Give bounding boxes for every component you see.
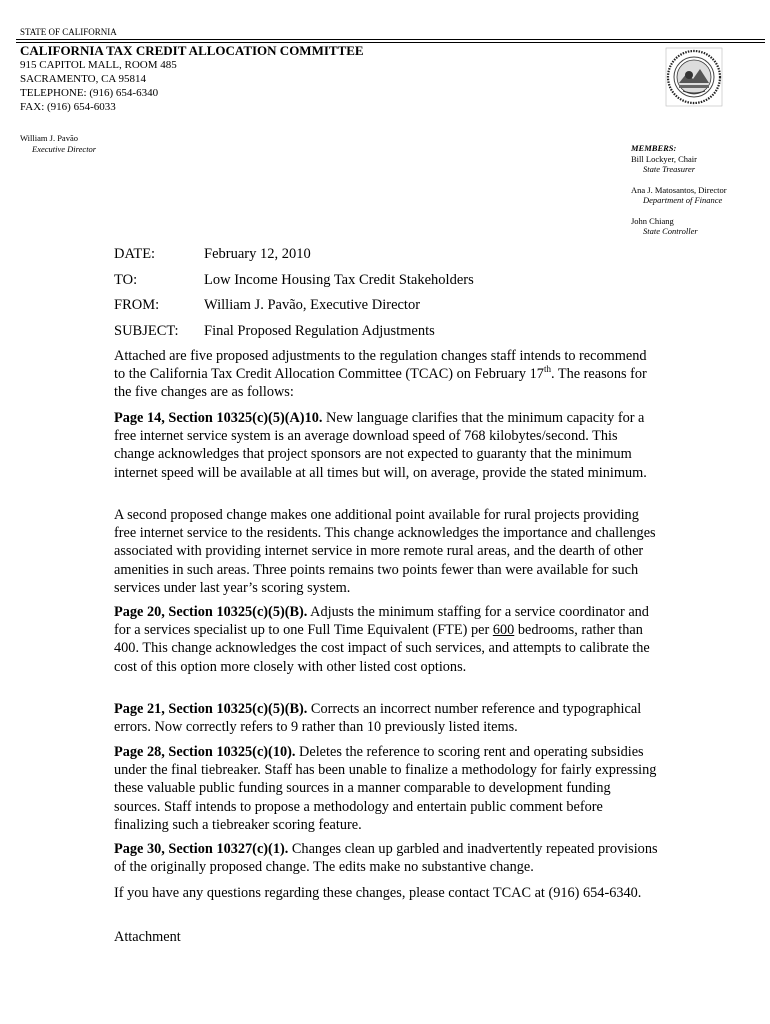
- telephone: TELEPHONE: (916) 654-6340: [20, 87, 159, 99]
- memo-date-label: DATE:: [114, 246, 156, 262]
- executive-name: William J. Pavão: [20, 133, 78, 143]
- executive-title: Executive Director: [32, 144, 97, 154]
- section-reference: Page 21, Section 10325(c)(5)(B).: [114, 701, 308, 717]
- memo-date-value: February 12, 2010: [204, 246, 311, 262]
- member-title: State Treasurer: [643, 164, 696, 174]
- intro-paragraph: Attached are five proposed adjustments to the regulation changes staff intends to recommend to the California Tax Credit Allocation Committee (TCAC) on February 17th. The reasons for the five changes are as follows:: [114, 348, 647, 401]
- header-rule: [16, 39, 765, 40]
- address-line: 915 CAPITOL MALL, ROOM 485: [20, 59, 177, 71]
- executive-block: [20, 133, 96, 155]
- attachment-label: Attachment: [114, 929, 181, 945]
- memo-to-label: TO:: [114, 272, 138, 288]
- change-paragraph-4: Page 21, Section 10325(c)(5)(B). Corrects an incorrect number reference and typographical errors. Now correctly refers to 9 rather than 10 previously listed items.: [114, 701, 642, 736]
- members-heading: MEMBERS:: [631, 143, 677, 153]
- memo-subject-label: SUBJECT:: [114, 323, 179, 339]
- fax: FAX: (916) 654-6033: [20, 101, 116, 113]
- state-label: STATE OF CALIFORNIA: [20, 27, 117, 37]
- address-line: SACRAMENTO, CA 95814: [20, 73, 147, 85]
- change-paragraph-2: A second proposed change makes one additional point available for rural projects providing free internet service to the residents. This change acknowledges the importance and challenges associated with providing internet service in more remote rural areas, and the dearth of other amenities in such areas. Three points remains two points fewer than were available for such services under last year’s scoring system.: [114, 507, 656, 596]
- change-paragraph-3: Page 20, Section 10325(c)(5)(B). Adjusts the minimum staffing for a service coordinator and for a services specialist up to one Full Time Equivalent (FTE) per 600 bedrooms, rather than 400. This change acknowledges the cost impact of such services, and attempts to calibrate the cost of this option more closely with other listed cost options.: [114, 604, 650, 675]
- section-reference: Page 20, Section 10325(c)(5)(B).: [114, 604, 308, 620]
- contact-paragraph: If you have any questions regarding these changes, please contact TCAC at (916) 654-6340.: [114, 885, 642, 901]
- memo-from-value: William J. Pavão, Executive Director: [204, 297, 421, 313]
- member-name: Bill Lockyer, Chair: [631, 153, 697, 164]
- member-title: Department of Finance: [643, 195, 723, 205]
- section-reference: Page 28, Section 10325(c)(10).: [114, 744, 296, 760]
- member-name: John Chiang: [631, 215, 674, 226]
- memo-to-value: Low Income Housing Tax Credit Stakeholders: [204, 272, 474, 288]
- change-paragraph-5: Page 28, Section 10325(c)(10). Deletes the reference to scoring rent and operating subsidies under the final tiebreaker. Staff has been unable to finalize a methodology for fairly expressing these valuable public funding sources in a manner comparable to development funding sources. Staff intends to propose a methodology and entertain public comment before finalizing such a tiebreaker scoring feature.: [114, 744, 657, 833]
- change-paragraph-1: Page 14, Section 10325(c)(5)(A)10. New language clarifies that the minimum capacity for a free internet service system is an average download speed of 768 kilobytes/second. This change acknowledges that project sponsors are not expected to guaranty that the minimum internet speed will be available at all times but will, on average, provide the stated minimum.: [114, 410, 647, 481]
- member-name: Ana J. Matosantos, Director: [631, 184, 727, 195]
- organization-name: CALIFORNIA TAX CREDIT ALLOCATION COMMITTEE: [20, 43, 364, 58]
- memo-subject-value: Final Proposed Regulation Adjustments: [204, 323, 435, 339]
- section-reference: Page 14, Section 10325(c)(5)(A)10.: [114, 410, 323, 426]
- section-reference: Page 30, Section 10327(c)(1).: [114, 841, 289, 857]
- change-paragraph-6: Page 30, Section 10327(c)(1). Changes clean up garbled and inadvertently repeated provisions of the originally proposed change. The edits make no substantive change.: [114, 841, 658, 876]
- member-title: State Controller: [643, 226, 698, 236]
- state-seal-icon: [665, 47, 723, 107]
- memo-from-label: FROM:: [114, 297, 160, 313]
- address-block: [20, 58, 177, 114]
- members-block: [631, 143, 727, 237]
